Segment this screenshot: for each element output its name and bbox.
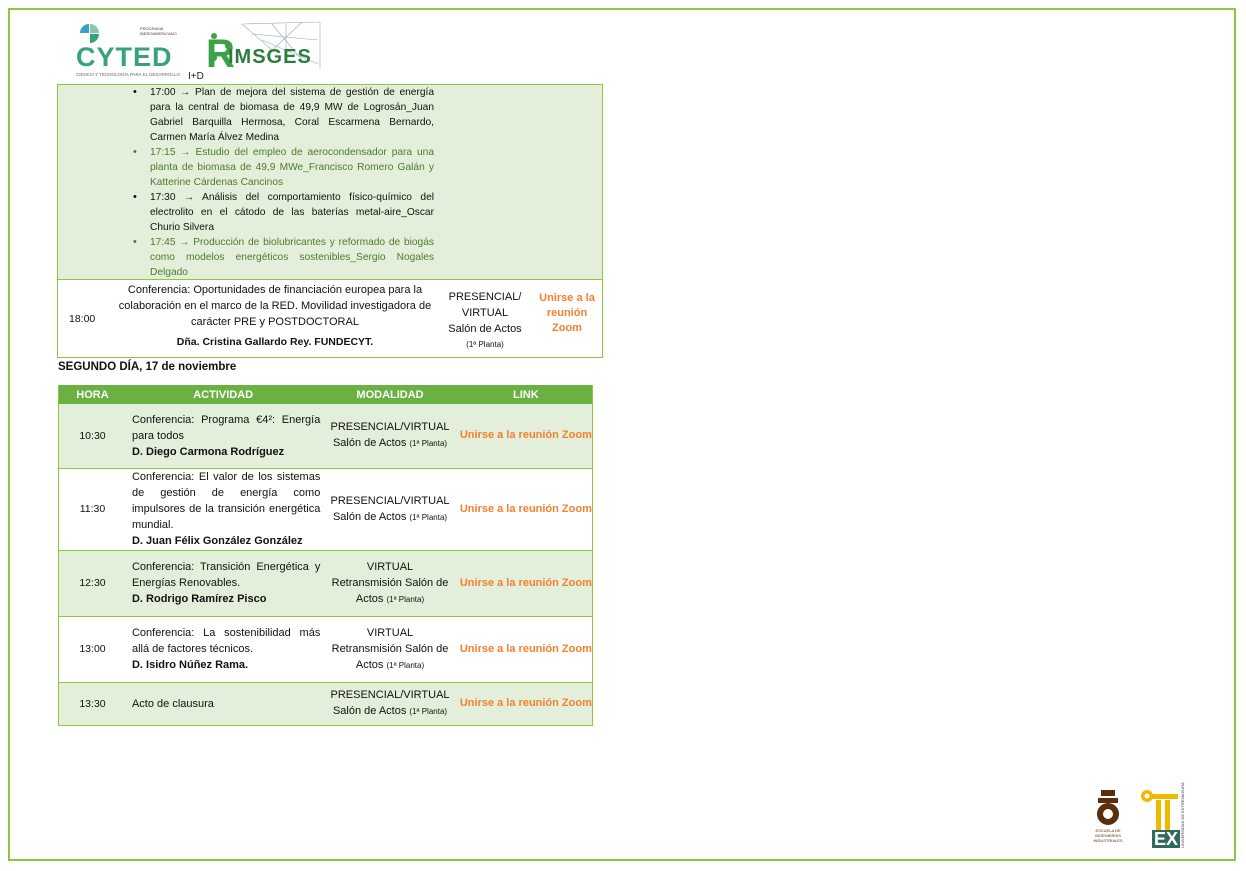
activity-title: Acto de clausura	[131, 697, 214, 710]
row-time: 13:00	[59, 616, 126, 682]
modality-venue: Retransmisión Salón de Actos	[331, 576, 449, 605]
uex-vertical-text: UNIVERSIDAD DE EXTREMADURA	[1180, 782, 1185, 848]
row-time: 11:30	[59, 468, 126, 550]
eii-logo	[1090, 788, 1126, 848]
zoom-join-link[interactable]: Unirse a la reunión Zoom	[459, 429, 592, 442]
modality-floor: (1ª Planta)	[409, 707, 448, 716]
activity-title: Conferencia: La sostenibilidad más allá de factores técnicos.	[131, 627, 321, 655]
session-talks-block	[57, 84, 603, 280]
conference-modality	[443, 289, 527, 353]
row-modality	[320, 404, 459, 468]
activity-title: Conferencia: El valor de los sistemas de gestión de energía como impulsores de la transición energética mundial.	[131, 471, 321, 531]
modality-main: PRESENCIAL/VIRTUAL	[330, 421, 450, 434]
activity-title: Conferencia: Transición Energética y Energías Renovables.	[131, 561, 321, 589]
modality-sub	[320, 509, 459, 526]
modality-sub	[320, 435, 459, 452]
i-plus-d-label: I+D	[188, 71, 204, 82]
row-activity	[126, 682, 320, 725]
modality-sub	[320, 575, 459, 608]
table-row	[59, 404, 593, 468]
row-activity	[126, 550, 320, 616]
table-header-row	[59, 385, 593, 404]
gear-tower-icon	[1090, 788, 1126, 828]
conference-description	[110, 282, 440, 350]
modality-venue: Salón de Actos	[332, 510, 407, 523]
talk-item	[150, 85, 434, 145]
eii-text: ESCUELA DE INGENIERÍAS INDUSTRIALES	[1093, 828, 1123, 843]
row-link-cell	[460, 404, 593, 468]
cyted-word: CYTED	[76, 42, 173, 72]
conference-row	[57, 280, 603, 358]
talk-item-text: 17:15 → Estudio del empleo de aerocondensador para una planta de biomasa de 49,9 MWe_Francisco Romero Galán y Katterine Cárdenas Cancinos	[150, 147, 434, 188]
row-time: 12:30	[59, 550, 126, 616]
modality-floor: (1ª Planta)	[409, 512, 448, 522]
row-modality	[320, 682, 459, 725]
modality-venue: Salón de Actos	[332, 705, 407, 717]
row-activity	[126, 616, 320, 682]
modality-line-3: Salón de Actos	[448, 323, 522, 335]
schedule-table	[58, 385, 593, 726]
row-activity	[126, 468, 320, 550]
activity-title: Conferencia: Programa €4²: Energía para todos	[131, 413, 321, 442]
conference-speaker: Dña. Cristina Gallardo Rey. FUNDECYT.	[176, 336, 374, 348]
column-key-icon	[1140, 788, 1180, 832]
modality-main: VIRTUAL	[366, 560, 414, 573]
header-link: LINK	[460, 385, 593, 404]
table-row	[59, 468, 593, 550]
table-row	[59, 682, 593, 725]
row-modality	[320, 616, 459, 682]
table-row	[59, 550, 593, 616]
modality-floor: (1ª Planta)	[386, 660, 425, 670]
row-link-cell	[460, 616, 593, 682]
talk-item-text: 17:45 → Producción de biolubricantes y reformado de biogás como modelos energéticos sostenibles_Sergio Nogales Delgado	[150, 237, 434, 278]
row-activity	[126, 404, 320, 468]
row-link-cell	[460, 550, 593, 616]
modality-venue: Retransmisión Salón de Actos	[331, 642, 449, 671]
activity-speaker: D. Diego Carmona Rodríguez	[131, 445, 285, 458]
talk-item	[150, 235, 434, 280]
cyted-logo	[76, 22, 186, 80]
activity-speaker: D. Rodrigo Ramírez Pisco	[131, 593, 267, 605]
header-modalidad: MODALIDAD	[320, 385, 459, 404]
uex-ex-mark: EX	[1154, 829, 1179, 849]
modality-main: VIRTUAL	[366, 626, 414, 639]
header-actividad: ACTIVIDAD	[126, 385, 320, 404]
modality-main: PRESENCIAL/VIRTUAL	[330, 689, 450, 701]
zoom-join-link[interactable]: Unirse a la reunión Zoom	[459, 502, 592, 515]
modality-line-1: PRESENCIAL/	[448, 291, 522, 303]
conference-title: Conferencia: Oportunidades de financiación europea para la colaboración en el marco de la RED. Movilidad investigadora de carácter PRE y POSTDOCTORAL	[118, 284, 432, 328]
modality-line-2: VIRTUAL	[461, 307, 509, 319]
rimsges-word: IMSGES	[228, 46, 312, 68]
row-link-cell	[460, 682, 593, 725]
modality-sub	[320, 703, 459, 720]
rimsges-letter-r: R	[206, 32, 235, 76]
modality-sub	[320, 641, 459, 674]
header-hora: HORA	[59, 385, 126, 404]
modality-floor: (1ª Planta)	[409, 439, 448, 449]
schedule-body	[59, 404, 593, 725]
cyted-mark-icon	[80, 24, 100, 44]
activity-speaker: D. Isidro Núñez Rama.	[131, 659, 249, 671]
cyted-tagline: CIENCIA Y TECNOLOGÍA PARA EL DESARROLLO	[76, 72, 181, 77]
modality-floor: (1ª Planta)	[466, 340, 504, 349]
cyted-program: PROGRAMA IBEROAMERICANO	[140, 26, 177, 36]
modality-venue: Salón de Actos	[332, 437, 407, 450]
modality-floor: (1ª Planta)	[386, 594, 425, 604]
row-time: 10:30	[59, 404, 126, 468]
row-modality	[320, 468, 459, 550]
activity-speaker: D. Juan Félix González González	[131, 535, 303, 547]
zoom-join-link[interactable]: Unirse a la reunión Zoom	[459, 642, 592, 655]
zoom-join-link[interactable]: Unirse a la reunión Zoom	[459, 697, 592, 709]
talk-item	[150, 145, 434, 190]
table-row	[59, 616, 593, 682]
talk-item-text: 17:00 → Plan de mejora del sistema de gestión de energía para la central de biomasa de 49,9 MW de Logrosán_Juan Gabriel Barquilla Hermosa, Coral Escarmena Bernardo, Carmen María Álvez Medina	[150, 87, 434, 143]
zoom-join-link[interactable]: Unirse a la reunión Zoom	[459, 576, 592, 589]
rimsges-logo	[202, 20, 322, 76]
row-modality	[320, 550, 459, 616]
uex-logo	[1140, 782, 1190, 850]
day-title: SEGUNDO DÍA, 17 de noviembre	[58, 361, 237, 373]
zoom-join-link[interactable]: Unirse a la reunión Zoom	[539, 292, 595, 334]
modality-main: PRESENCIAL/VIRTUAL	[330, 494, 450, 507]
row-link-cell	[460, 468, 593, 550]
conference-time: 18:00	[69, 313, 96, 325]
talk-item	[150, 190, 434, 235]
row-time: 13:30	[59, 682, 126, 725]
talk-item-text: 17:30 → Análisis del comportamiento físico-químico del electrolito en el cátodo de las baterías metal-aire_Oscar Churio Silvera	[150, 192, 434, 233]
